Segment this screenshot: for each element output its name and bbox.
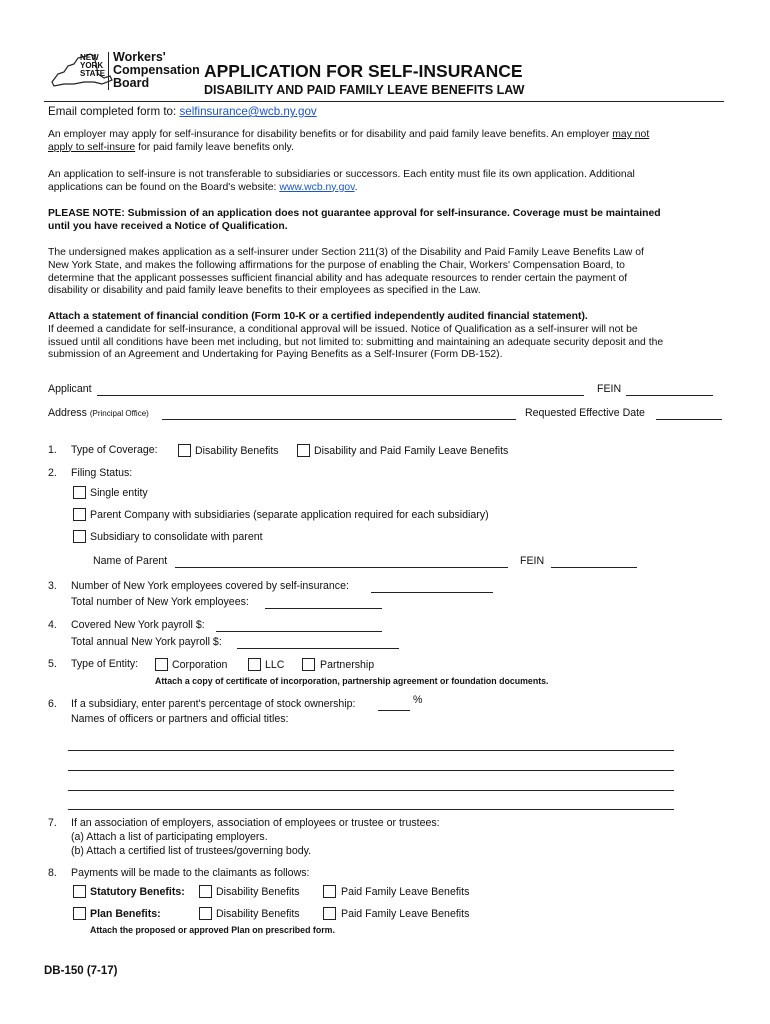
q2-parent-company-label: Parent Company with subsidiaries (separate application required for each subsidiary) bbox=[90, 509, 489, 521]
parent-fein-label: FEIN bbox=[520, 555, 545, 567]
q1-disability-pfl-label: Disability and Paid Family Leave Benefits bbox=[314, 445, 509, 457]
q1-number: 1. bbox=[48, 444, 57, 456]
page-title: APPLICATION FOR SELF-INSURANCE bbox=[204, 61, 523, 81]
note-line-2: until you have received a Notice of Qualification. bbox=[48, 220, 288, 232]
q3-covered-label: Number of New York employees covered by self-insurance: bbox=[71, 580, 349, 592]
p4-bold: Attach a statement of financial condition (Form 10-K or a certified independently audited financial statement). bbox=[48, 311, 588, 322]
q5-llc-checkbox[interactable] bbox=[248, 658, 261, 671]
p1-underline: may not bbox=[612, 129, 650, 140]
q3-total-input[interactable] bbox=[265, 608, 382, 609]
fein-input[interactable] bbox=[626, 395, 713, 396]
statutory-benefits-checkbox[interactable] bbox=[73, 885, 86, 898]
p1-underline-2: apply to self-insure bbox=[48, 141, 136, 153]
q7-line-2: (a) Attach a list of participating employers. bbox=[71, 831, 268, 843]
header-rule bbox=[44, 101, 724, 102]
q2-number: 2. bbox=[48, 467, 57, 479]
page-subtitle: DISABILITY AND PAID FAMILY LEAVE BENEFITS LAW bbox=[204, 83, 525, 97]
p2-text-2: applications can be found on the Board's website: bbox=[48, 181, 277, 193]
p3-line-1: The undersigned makes application as a self-insurer under Section 211(3) of the Disability and Paid Family Leave Benefits Law of bbox=[48, 247, 644, 258]
form-id: DB-150 (7-17) bbox=[44, 965, 118, 977]
logo-state-line-1: NEW bbox=[80, 53, 99, 62]
q2-subsidiary-checkbox[interactable] bbox=[73, 530, 86, 543]
plan-benefits-label: Plan Benefits: bbox=[90, 908, 161, 920]
address-note: (Principal Office) bbox=[89, 409, 149, 418]
q4-covered-payroll-input[interactable] bbox=[216, 631, 382, 632]
p1-text-2: for paid family leave benefits only. bbox=[138, 141, 294, 153]
applicant-label: Applicant bbox=[48, 383, 92, 395]
q3-number: 3. bbox=[48, 580, 57, 592]
address-label bbox=[48, 407, 149, 420]
q3-total-label: Total number of New York employees: bbox=[71, 596, 249, 608]
plan-pfl-checkbox[interactable] bbox=[323, 907, 336, 920]
q8-label: Payments will be made to the claimants as follows: bbox=[71, 867, 310, 879]
p2-period: . bbox=[354, 181, 358, 193]
q8-note: Attach the proposed or approved Plan on prescribed form. bbox=[90, 925, 335, 935]
please-note bbox=[48, 208, 738, 234]
officers-line-3[interactable] bbox=[68, 790, 674, 791]
q6-officers-label: Names of officers or partners and official titles: bbox=[71, 713, 289, 725]
plan-disability-label: Disability Benefits bbox=[216, 908, 300, 920]
logo-divider bbox=[108, 52, 109, 90]
q5-corporation-checkbox[interactable] bbox=[155, 658, 168, 671]
q2-single-entity-label: Single entity bbox=[90, 487, 148, 499]
statutory-pfl-checkbox[interactable] bbox=[323, 885, 336, 898]
intro-paragraph-1 bbox=[48, 129, 728, 155]
parent-fein-input[interactable] bbox=[551, 567, 637, 568]
plan-disability-checkbox[interactable] bbox=[199, 907, 212, 920]
effective-date-input[interactable] bbox=[656, 419, 722, 420]
logo-state-text bbox=[80, 54, 105, 78]
q6-number: 6. bbox=[48, 698, 57, 710]
q5-llc-label: LLC bbox=[265, 659, 285, 671]
q1-disability-label: Disability Benefits bbox=[195, 445, 279, 457]
logo-org-text bbox=[113, 51, 200, 90]
p3-line-2: New York State, and makes the following affirmations for the purpose of enabling the Chair, Workers' Compensation Board, to bbox=[48, 259, 625, 271]
q5-partnership-checkbox[interactable] bbox=[302, 658, 315, 671]
q4-covered-payroll-label: Covered New York payroll $: bbox=[71, 619, 205, 631]
plan-benefits-checkbox[interactable] bbox=[73, 907, 86, 920]
website-link[interactable]: www.wcb.ny.gov bbox=[279, 181, 355, 193]
statutory-disability-checkbox[interactable] bbox=[199, 885, 212, 898]
plan-pfl-label: Paid Family Leave Benefits bbox=[341, 908, 470, 920]
email-line bbox=[48, 105, 317, 118]
email-link[interactable]: selfinsurance@wcb.ny.gov bbox=[179, 105, 317, 118]
p4-line-3: submission of an Agreement and Undertaking for Paying Benefits as a Self-Insurer (Form DB-152). bbox=[48, 349, 503, 361]
p3-line-3: determine that the applicant possesses sufficient financial ability and has adequate resources to render certain the payment of bbox=[48, 272, 628, 284]
q7-number: 7. bbox=[48, 817, 57, 829]
parent-name-input[interactable] bbox=[175, 567, 508, 568]
q5-corporation-label: Corporation bbox=[172, 659, 228, 671]
officers-line-4[interactable] bbox=[68, 809, 674, 810]
logo-org-line-2: Compensation bbox=[113, 63, 200, 77]
officers-line-2[interactable] bbox=[68, 770, 674, 771]
intro-paragraph-4 bbox=[48, 311, 748, 362]
q5-number: 5. bbox=[48, 658, 57, 670]
q2-label: Filing Status: bbox=[71, 467, 133, 479]
email-label: Email completed form to: bbox=[48, 105, 177, 118]
intro-paragraph-2 bbox=[48, 169, 728, 195]
address-input[interactable] bbox=[162, 419, 516, 420]
q4-total-payroll-label: Total annual New York payroll $: bbox=[71, 636, 222, 648]
statutory-benefits-label: Statutory Benefits: bbox=[90, 886, 185, 898]
q7-line-1: If an association of employers, association of employees or trustee or trustees: bbox=[71, 817, 440, 829]
logo-org-line-3: Board bbox=[113, 76, 150, 90]
q4-total-payroll-input[interactable] bbox=[237, 648, 399, 649]
effective-date-label: Requested Effective Date bbox=[525, 407, 645, 419]
officers-line-1[interactable] bbox=[68, 750, 674, 751]
logo-state-line-3: STATE bbox=[80, 69, 106, 78]
note-line-1: PLEASE NOTE: Submission of an application does not guarantee approval for self-insurance. Coverage must be maintained bbox=[48, 208, 661, 219]
applicant-input[interactable] bbox=[97, 395, 584, 396]
q6-ownership-input[interactable] bbox=[378, 710, 410, 711]
q3-covered-input[interactable] bbox=[371, 592, 493, 593]
q1-disability-checkbox[interactable] bbox=[178, 444, 191, 457]
q5-partnership-label: Partnership bbox=[320, 659, 375, 671]
q5-note: Attach a copy of certificate of incorporation, partnership agreement or foundation documents. bbox=[155, 676, 549, 686]
statutory-disability-label: Disability Benefits bbox=[216, 886, 300, 898]
p4-line-2: issued until all conditions have been met including, but not limited to: submitting and maintaining an adequate security deposit and the bbox=[48, 336, 664, 348]
fein-label: FEIN bbox=[597, 383, 622, 395]
q5-label: Type of Entity: bbox=[71, 658, 139, 670]
logo-state-line-2: YORK bbox=[80, 61, 104, 70]
q6-percent-sign: % bbox=[413, 694, 423, 706]
p4-line-1: If deemed a candidate for self-insurance, a conditional approval will be issued. Notice of Qualification as a self-insurer will not be bbox=[48, 323, 638, 335]
q1-disability-pfl-checkbox[interactable] bbox=[297, 444, 310, 457]
q2-subsidiary-label: Subsidiary to consolidate with parent bbox=[90, 531, 263, 543]
q6-ownership-label: If a subsidiary, enter parent's percentage of stock ownership: bbox=[71, 698, 356, 710]
parent-name-label: Name of Parent bbox=[93, 555, 168, 567]
q2-parent-company-checkbox[interactable] bbox=[73, 508, 86, 521]
q2-single-entity-checkbox[interactable] bbox=[73, 486, 86, 499]
q1-label: Type of Coverage: bbox=[71, 444, 158, 456]
address-text: Address bbox=[48, 407, 87, 419]
statutory-pfl-label: Paid Family Leave Benefits bbox=[341, 886, 470, 898]
q4-number: 4. bbox=[48, 619, 57, 631]
logo-org-line-1: Workers' bbox=[113, 50, 166, 64]
p3-line-4: disability or disability and paid family leave benefits to their employees as specified in the Law. bbox=[48, 285, 481, 297]
intro-paragraph-3 bbox=[48, 247, 738, 298]
p2-text: An application to self-insure is not transferable to subsidiaries or successors. Each entity must file its own application. Additional bbox=[48, 169, 635, 180]
p1-text: An employer may apply for self-insurance for disability benefits or for disability and paid family leave benefits. An employer bbox=[48, 129, 610, 140]
q7-line-3: (b) Attach a certified list of trustees/governing body. bbox=[71, 845, 312, 857]
q8-number: 8. bbox=[48, 867, 57, 879]
